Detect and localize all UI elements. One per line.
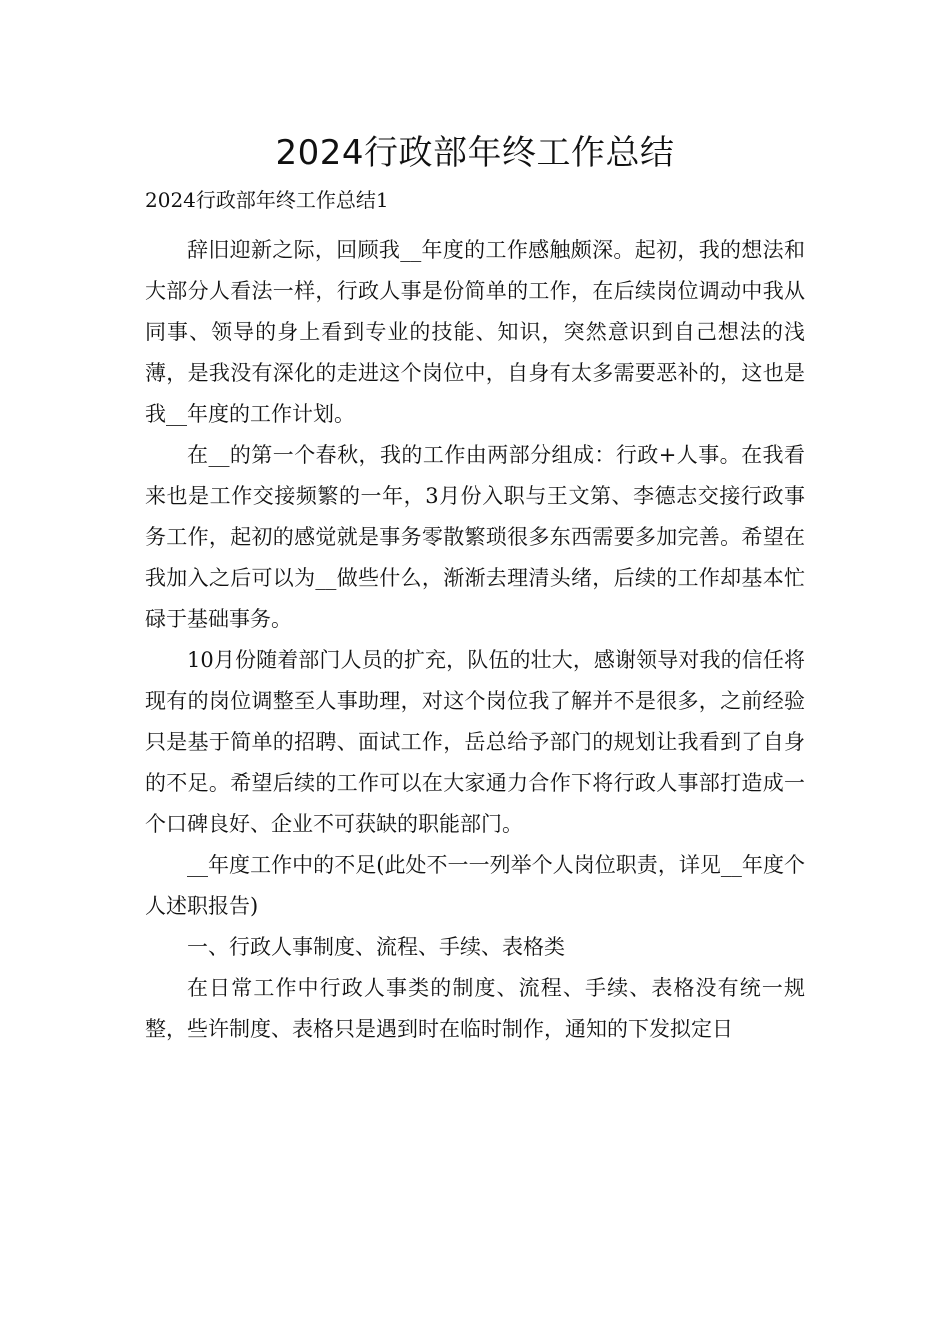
paragraph-october: 10月份随着部门人员的扩充，队伍的壮大，感谢领导对我的信任将现有的岗位调整至人事助理，对这个岗位我了解并不是很多，之前经验只是基于简单的招聘、面试工作，岳总给予部门的规划让我看到了自身的不足。希望后续的工作可以在大家通力合作下将行政人事部打造成一个口碑良好、企业不可获缺的职能部门。	[145, 648, 805, 836]
section-heading-1: 一、行政人事制度、流程、手续、表格类	[187, 935, 565, 959]
document-body	[145, 230, 805, 1050]
paragraph-spring: 在__的第一个春秋，我的工作由两部分组成：行政+人事。在我看来也是工作交接频繁的一年，3月份入职与王文第、李德志交接行政事务工作，起初的感觉就是事务零散繁琐很多东西需要多加完善。希望在我加入之后可以为__做些什么，渐渐去理清头绪，后续的工作却基本忙碌于基础事务。	[145, 443, 805, 631]
document-title: 2024行政部年终工作总结	[275, 133, 675, 173]
document-subtitle: 2024行政部年终工作总结1	[145, 188, 389, 212]
paragraph-intro: 辞旧迎新之际，回顾我__年度的工作感触颇深。起初，我的想法和大部分人看法一样，行政人事是份简单的工作，在后续岗位调动中我从同事、领导的身上看到专业的技能、知识，突然意识到自己想法的浅薄，是我没有深化的走进这个岗位中，自身有太多需要恶补的，这也是我__年度的工作计划。	[145, 238, 805, 426]
paragraph-shortcomings: __年度工作中的不足(此处不一一列举个人岗位职责，详见__年度个人述职报告)	[145, 853, 805, 918]
paragraph-daily-work: 在日常工作中行政人事类的制度、流程、手续、表格没有统一规整，些许制度、表格只是遇到时在临时制作，通知的下发拟定日	[145, 976, 805, 1041]
